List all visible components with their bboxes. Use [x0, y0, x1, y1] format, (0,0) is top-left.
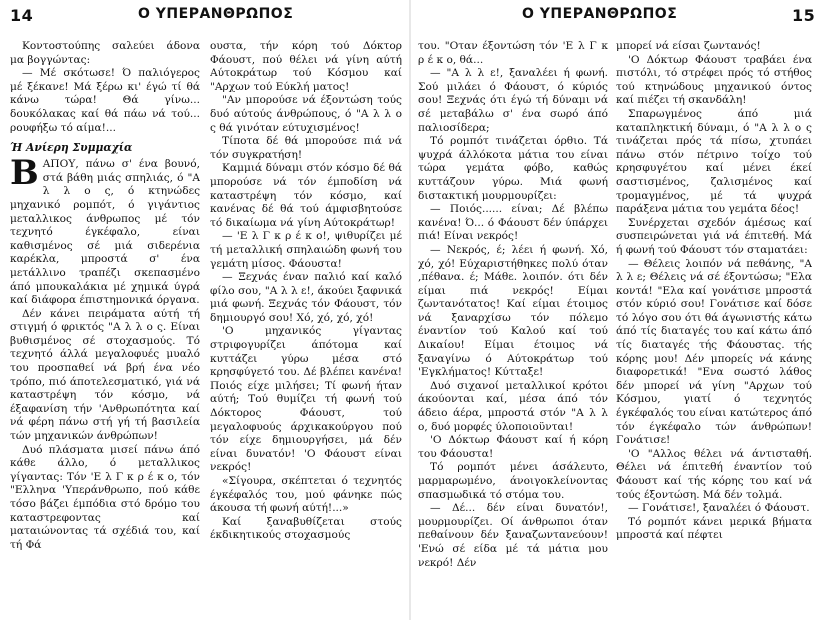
right-page-column-2 [616, 40, 812, 616]
paragraph: Τό ρομπότ κάνει μερικά βήματα μπροστά καί πέφτει [616, 515, 812, 542]
running-header-left: Ο ΥΠΕΡΑΝΘΡΩΠΟΣ [138, 6, 294, 22]
paragraph: 'Ο "Αλλος θέλει νά άντισταθή. Θέλει νά έπιτεθή έναντίον τού Φάουστ καί τής κόρης του καί νά τούς έξοντώση. Μά δέν τολμά. [616, 447, 812, 501]
page-number-right: 15 [792, 6, 816, 25]
paragraph: 'Ο Δόκτωρ Φάουστ καί ή κόρη του Φάουστα! [418, 434, 608, 460]
paragraph: — "Α λ λ ε!, ξαναλέει ή φωνή. Σού μιλάει ό Φάουστ, ό κύριός σου! Ξεχνάς ότι έγώ τή δύναμι νά σέ μεταβάλω σ' ένα σωρό άπό παλιοσίδερα; [418, 67, 608, 134]
paragraph: — Γονάτισε!, ξαναλέει ό Φάουστ. [628, 502, 810, 515]
left-page-column-1 [10, 40, 200, 616]
paragraph: Κοντοστούπης σαλεύει άδονα μα βογγώντας: [10, 40, 200, 66]
paragraph: Καμμιά δύναμι στόν κόσμο δέ θά μπορούσε νά τόν έμποδίση νά καταστρέψη τόν κόσμο, καί κανένας δέ θά τού άμφισβητούσε τό δικαίωμα νά γίνη Αύτοκράτωρ! [210, 162, 402, 229]
paragraph: ουστα, τήν κόρη τού Δόκτορ Φάουστ, πού θέλει νά γίνη αύτή Αύτοκράτωρ τού Κόσμου καί "Αρχων τού Εύκλή ματος! [210, 40, 402, 93]
paragraph: Σπαρωγμένος άπό μιά καταπληκτική δύναμι, ό "Α λ λ ο ς τινάζεται πρός τά πίσω, χτυπάει πάνω στόν πέτρινο τοίχο τού κρησφυγέτου καί μένει έκεί σαστισμένος, ζαλισμένος καί τρομαγμένος, μέ τά ψυχρά παράξενα μάτια του γεμάτα δέος! [616, 107, 812, 216]
running-header-right: Ο ΥΠΕΡΑΝΘΡΩΠΟΣ [522, 6, 678, 22]
paragraph: Τίποτα δέ θά μπορούσε πιά νά τόν συγκρατήση! [210, 135, 402, 161]
paragraph: Δυό σιχανοί μεταλλικοί κρότοι άκούονται καί, μέσα άπό τόν άδειο άέρα, μπροστά στόν "Α λ λ ο, δυό μορφές ύλοποιοϋνται! [418, 379, 608, 433]
paragraph: μπορεί νά είσαι ζωντανός! [616, 40, 761, 52]
paragraph: — 'Ε λ Γ κ ρ έ κ ο!, ψιθυρίζει μέ τή μεταλλική σπηλαιώδη φωνή του γεμάτη μίσος. Φάουστα! [210, 230, 402, 270]
right-page-column-1 [418, 40, 608, 616]
paragraph: — Θέλεις λοιπόν νά πεθάνης, "Α λ λ ε; Θέλεις νά σέ έξοντώσω; "Ελα κοντά! "Ελα καί γονάτισε μπροστά στόν κύριό σου! Γονάτισε καί δόσε τό λόγο σου ότι θά άγωνιστής κάτω άπό τίς διαταγές του καί κάτω άπό τίς διαταγές τής Φάουστας. τής κόρης μου! Δέν μπορείς νά κάνης διαφορετικά! "Ενα σωστό λάθος δέν μπορεί νά γίνη "Αρχων τού Κόσμου, γιατί ό τεχνητός έγκέφαλός του είναι κατώτερος άπό τόν έγκέφαλο τών άνθρώπων! Γονάτισε! [616, 257, 812, 447]
paragraph: — Μέ σκότωσε! Ό παλιόγερος μέ ξέκανε! Μά ξέρω κι' έγώ τί θά κάνω τώρα! Θά γίνω... δουκόλακας καί θά πάω νά τού... ρουφήξω τό αίμα!... [10, 67, 200, 134]
paragraph: Συνέρχεται σχεδόν άμέσως καί συσπειρώνεται γιά νά έπιτεθή. Μά ή φωνή τού Φάουστ τόν σταματάει: [616, 216, 812, 256]
paragraph: — Ξεχνάς έναν παλιό καί καλό φίλο σου, "Α λ λ ε!, άκούει ξαφνικά μιά φωνή. Ξεχνάς τόν Φάουστ, τόν δημιουργό σου! Χό, χό, χό, χό! [210, 271, 402, 324]
paragraph-text: ΑΠΟΥ, πάνω σ' ένα βουνό, στά βάθη μιάς σπηλιάς, ό "Α λ λ ο ς, ό κτηνώδες μηχανικό ρομπότ, ό γιγάντιος μεταλλικος άνθρωπος μέ τόν τεχνητό έγκέφαλο, είναι καθισμένος σέ μιά σιδερένια καρέκλα, μπροστά σ' ένα μετάλλινο τραπέζι σκεπασμένο άπό μπουκαλάκια μέ χημικά ύγρά καί διάφορα έπιστημονικά όργανα. [10, 158, 200, 307]
paragraph: Καί ξαναβυθίζεται στούς έκδικητικούς στοχασμούς [210, 515, 402, 542]
paragraph: — Δέ... δέν είναι δυνατόν!, μουρμουρίζει. Οί άνθρωποι όταν πεθαίνουν δέν ξαναζωντανεύουν! 'Ενώ σέ είδα μέ τά μάτια μου νεκρό! Δέν [418, 502, 608, 569]
paragraph-with-dropcap [10, 153, 200, 308]
section-heading: Ή Ανίερη Συμμαχία [10, 141, 133, 155]
paragraph: 'Ο Δόκτωρ Φάουστ τραβάει ένα πιστόλι, τό στρέφει πρός τό στήθος τού κτηνώδους μηχανικού όντος καί πιέζει τή σκανδάλη! [616, 53, 812, 107]
paragraph: Δέν κάνει πειράματα αύτή τή στιγμή ό φρικτός "Α λ λ ο ς. Είναι βυθισμένος σέ στοχασμούς. Τό τεχνητό άλλά μεγαλοφυές μυαλό του προσπαθεί νά βρή ένα νέο τρόπο, πιό άποτελεσματικό, γιά νά καταστρέψη τόν κόσμο, νά έξαφανίση τήν 'Ανθρωπότητα καί νά φέρη πάνω στή γή τή βασιλεία τών μηχανικών άνθρώπων! [10, 307, 200, 443]
paragraph: Δυό πλάσματα μισεί πάνω άπό κάθε άλλο, ό μεταλλικος γίγαντας: Τόν 'Ε λ Γ κ ρ έ κ ο, τόν "Ελληνα 'Υπεράνθρωπο, πού κάθε τόσο βάζει έμπόδια στό δρόμο του καταστρεφοντας καί ματαιώνοντας τά σχέδιά του, καί τή Φά [10, 443, 200, 551]
paragraph: — Νεκρός, έ; λέει ή φωνή. Χό, χό, χό! Εύχαριστήθηκες πολύ όταν ,πέθανα. έ; Μάθε. λοιπόν. ότι δέν είμαι πιά νεκρός! Είμαι ζωντανότατος! Καί είμαι έτοιμος νά ξαναρχίσω τόν πόλεμο έναντίον τού Καλού καί τού Δικαίου! Είμαι έτοιμος νά ξαναγίνω ό Αύτοκράτωρ τού 'Εγκλήματος! Κύτταξε! [418, 243, 608, 379]
right-page [410, 0, 820, 620]
paragraph: — Ποιός...... είναι; Δέ βλέπω κανένα! Ό... ό Φάουστ δέν ύπάρχει πιά! Είναι νεκρός! [418, 203, 608, 243]
page-number-left: 14 [10, 6, 34, 25]
paragraph: Τό ρομπότ τινάζεται όρθιο. Τά ψυχρά άλλόκοτα μάτια του είναι τώρα γεμάτα φόβο, καθώς κυττάζουν γύρω. Μιά φωνή διστακτική μουρμουρίζει: [418, 135, 608, 202]
paragraph: "Αν μπορούσε νά έξοντώση τούς δυό αύτούς άνθρώπους, ό "Α λ λ ο ς θά γινόταν εύτυχισμένος! [210, 94, 402, 134]
paragraph: «Σίγουρα, σκέπτεται ό τεχνητός έγκέφαλός του, μού φάνηκε πώς άκουσα τή φωνή αύτή!...» [210, 475, 402, 515]
paragraph: του. "Οταν έξοντώση τόν 'Ε λ Γ κ ρ έ κ ο, θά... [418, 40, 608, 66]
drop-cap: Β [10, 153, 39, 194]
paragraph: 'Ο μηχανικός γίγαντας στριφογυρίζει άπότομα καί κυττάζει γύρω μέσα στό κρησφύγετό του. Δέ βλέπει κανένα! Ποιός είχε μιλήσει; Τί φωνή ήταν αύτή; Τού θυμίζει τή φωνή τού Δόκτορος Φάουστ, τού μεγαλοφυούς άρχικακούργου πού τόν είχε δημιουργήσει, μά δέν είναι δυνατόν! 'Ο Φάουστ είναι νεκρός! [210, 325, 402, 474]
paragraph: Τό ρομπότ μένει άσάλευτο, μαρμαρωμένο, άνοιγοκλείνοντας σπασμωδικά τό στόμα του. [418, 461, 608, 501]
left-page-column-2 [210, 40, 402, 616]
